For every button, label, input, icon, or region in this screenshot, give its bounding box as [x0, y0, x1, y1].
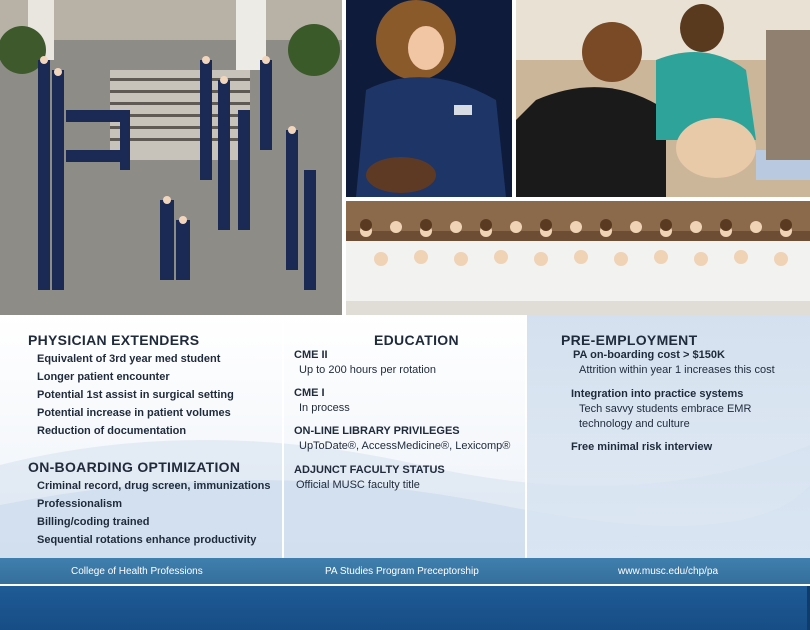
list-item: Potential increase in patient volumes [37, 407, 231, 419]
cme2-detail: Up to 200 hours per rotation [299, 364, 436, 376]
adjunct-title: ADJUNCT FACULTY STATUS [294, 464, 445, 476]
list-item: Equivalent of 3rd year med student [37, 353, 221, 365]
library-detail: UpToDate®, AccessMedicine®, Lexicomp® [299, 440, 511, 452]
list-item: Sequential rotations enhance productivity [37, 534, 257, 546]
education-heading: EDUCATION [374, 332, 459, 348]
list-item: Professionalism [37, 498, 122, 510]
program-name: PA Studies Program Preceptorship [325, 566, 479, 577]
list-item: Criminal record, drug screen, immunizations [37, 480, 271, 492]
education-column [284, 315, 525, 558]
list-item: Potential 1st assist in surgical setting [37, 389, 234, 401]
cme1-detail: In process [299, 402, 350, 414]
pre-employment-column [527, 315, 810, 558]
integration-title: Integration into practice systems [571, 388, 744, 400]
cost-title: PA on-boarding cost > $150K [573, 349, 725, 361]
info-panel [0, 315, 810, 558]
college-name: College of Health Professions [71, 566, 203, 577]
list-item: Reduction of documentation [37, 425, 187, 437]
physician-extenders-column [0, 315, 282, 558]
onboarding-heading: ON-BOARDING OPTIMIZATION [28, 459, 241, 475]
group-formation-photo [0, 0, 342, 315]
website-url: www.musc.edu/chp/pa [618, 566, 719, 577]
pre-employment-heading: PRE-EMPLOYMENT [561, 332, 698, 348]
interview-title: Free minimal risk interview [571, 441, 713, 453]
integration-detail: Tech savvy students embrace EMR [579, 403, 752, 415]
list-item: Billing/coding trained [37, 516, 150, 528]
integration-detail: technology and culture [579, 418, 690, 430]
list-item: Longer patient encounter [37, 371, 170, 383]
simulation-training-photo [516, 0, 810, 197]
footer-bar [0, 558, 810, 584]
student-scrubs-photo [346, 0, 512, 197]
physician-extenders-heading: PHYSICIAN EXTENDERS [28, 332, 200, 348]
cost-detail: Attrition within year 1 increases this cost [579, 364, 775, 376]
footer-block [0, 586, 810, 630]
adjunct-detail: Official MUSC faculty title [296, 479, 420, 491]
library-title: ON-LINE LIBRARY PRIVILEGES [294, 425, 460, 437]
cme1-title: CME I [294, 387, 325, 399]
white-coat-group-photo [346, 201, 810, 315]
cme2-title: CME II [294, 349, 328, 361]
